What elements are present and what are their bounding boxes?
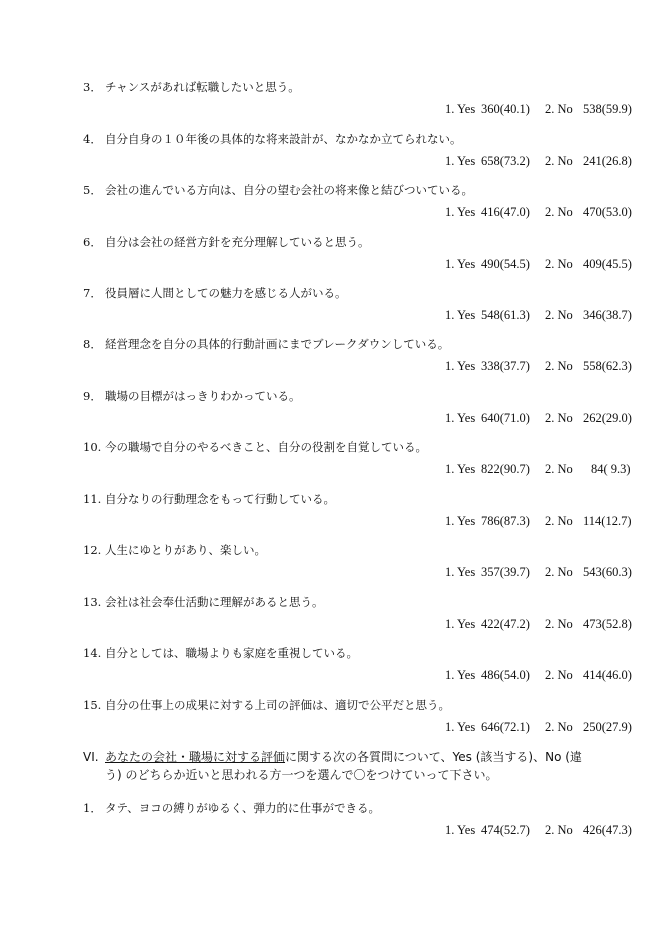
no-count: 558(62.3) (583, 359, 632, 373)
question-number: 4． (83, 132, 102, 146)
answer-row (445, 153, 632, 169)
question-text: 役員層に人間としての魅力を感じる人がいる。 (105, 286, 347, 300)
no-label: 2. No (545, 359, 573, 373)
no-count: 414(46.0) (583, 668, 632, 682)
answer-row (445, 616, 632, 632)
question-6 (83, 234, 632, 271)
answer-row (445, 307, 632, 323)
question-15 (83, 697, 632, 734)
question-7 (83, 285, 632, 322)
yes-label: 1. Yes (445, 720, 476, 734)
section-text-rest: に関する次の各質問について、Yes (該当する)、No (違 (285, 750, 582, 764)
question-text: 自分自身の１０年後の具体的な将来設計が、なかなか立てられない。 (105, 132, 462, 146)
section-question-1 (83, 800, 632, 837)
answer-row (445, 410, 632, 426)
yes-label: 1. Yes (445, 565, 476, 579)
yes-count: 786(87.3) (481, 514, 530, 528)
no-label: 2. No (545, 462, 573, 476)
section-underlined-text: あなたの会社・職場に対する評価 (105, 750, 286, 764)
question-11 (83, 491, 632, 528)
question-number: 6． (83, 235, 102, 249)
question-5 (83, 182, 632, 219)
question-text: 自分としては、職場よりも家庭を重視している。 (105, 646, 358, 660)
section-instruction-line-1 (105, 748, 583, 766)
answer-row (445, 513, 632, 529)
question-number: 5． (83, 183, 102, 197)
no-count: 250(27.9) (583, 720, 632, 734)
question-text: 自分の仕事上の成果に対する上司の評価は、適切で公平だと思う。 (105, 698, 450, 712)
answer-row (445, 564, 632, 580)
answer-row (445, 822, 632, 838)
answer-row (445, 461, 631, 477)
yes-label: 1. Yes (445, 668, 476, 682)
yes-label: 1. Yes (445, 411, 476, 425)
yes-count: 474(52.7) (481, 823, 530, 837)
question-text: タテ、ヨコの縛りがゆるく、弾力的に仕事ができる。 (105, 801, 380, 815)
no-label: 2. No (545, 617, 573, 631)
no-label: 2. No (545, 514, 573, 528)
section-number: VI. (83, 750, 99, 764)
no-count: 84( 9.3) (591, 462, 631, 476)
yes-count: 357(39.7) (481, 565, 530, 579)
answer-row (445, 101, 632, 117)
yes-count: 338(37.7) (481, 359, 530, 373)
no-label: 2. No (545, 720, 573, 734)
question-10 (83, 439, 631, 476)
yes-label: 1. Yes (445, 823, 476, 837)
question-number: 14. (83, 646, 102, 660)
question-text: チャンスがあれば転職したいと思う。 (105, 80, 300, 94)
question-number: 15. (83, 698, 102, 712)
no-label: 2. No (545, 308, 573, 322)
yes-label: 1. Yes (445, 308, 476, 322)
question-number: 7． (83, 286, 102, 300)
question-text: 自分は会社の経営方針を充分理解していると思う。 (105, 235, 370, 249)
section-instruction-line-2: う) のどちらか近いと思われる方一つを選んで〇をつけていって下さい。 (105, 768, 498, 782)
yes-label: 1. Yes (445, 154, 476, 168)
no-label: 2. No (545, 411, 573, 425)
question-number: 9． (83, 389, 102, 403)
no-count: 426(47.3) (583, 823, 632, 837)
yes-label: 1. Yes (445, 514, 476, 528)
yes-count: 822(90.7) (481, 462, 530, 476)
yes-count: 416(47.0) (481, 205, 530, 219)
answer-row (445, 204, 632, 220)
yes-label: 1. Yes (445, 205, 476, 219)
yes-label: 1. Yes (445, 102, 476, 116)
answer-row (445, 358, 632, 374)
yes-label: 1. Yes (445, 359, 476, 373)
question-text: 自分なりの行動理念をもって行動している。 (105, 492, 335, 506)
yes-count: 548(61.3) (481, 308, 530, 322)
no-count: 543(60.3) (583, 565, 632, 579)
yes-count: 486(54.0) (481, 668, 530, 682)
question-text: 会社は社会奉仕活動に理解があると思う。 (105, 595, 324, 609)
yes-count: 658(73.2) (481, 154, 530, 168)
question-text: 職場の目標がはっきりわかっている。 (105, 389, 301, 403)
question-number: 3． (83, 80, 102, 94)
no-count: 538(59.9) (583, 102, 632, 116)
no-count: 346(38.7) (583, 308, 632, 322)
question-number: 1． (83, 801, 102, 815)
question-number: 8． (83, 337, 102, 351)
no-label: 2. No (545, 102, 573, 116)
no-label: 2. No (545, 668, 573, 682)
yes-count: 422(47.2) (481, 617, 530, 631)
question-number: 13. (83, 595, 102, 609)
question-number: 11. (83, 492, 102, 506)
question-14 (83, 645, 632, 682)
no-label: 2. No (545, 565, 573, 579)
question-9 (83, 388, 632, 425)
question-text: 今の職場で自分のやるべきこと、自分の役割を自覚している。 (105, 440, 427, 454)
yes-label: 1. Yes (445, 462, 476, 476)
question-3 (83, 79, 632, 116)
question-text: 会社の進んでいる方向は、自分の望む会社の将来像と結びついている。 (105, 183, 473, 197)
yes-count: 640(71.0) (481, 411, 530, 425)
answer-row (445, 256, 632, 272)
question-13 (83, 594, 632, 631)
question-number: 10. (83, 440, 102, 454)
no-label: 2. No (545, 257, 573, 271)
yes-label: 1. Yes (445, 617, 476, 631)
yes-label: 1. Yes (445, 257, 476, 271)
section-vi-header (83, 748, 583, 784)
no-label: 2. No (545, 823, 573, 837)
no-count: 262(29.0) (583, 411, 632, 425)
question-text: 経営理念を自分の具体的行動計画にまでブレークダウンしている。 (105, 337, 450, 351)
no-label: 2. No (545, 154, 573, 168)
question-8 (83, 336, 632, 373)
question-number: 12. (83, 543, 102, 557)
question-4 (83, 131, 632, 168)
yes-count: 490(54.5) (481, 257, 530, 271)
question-text: 人生にゆとりがあり、楽しい。 (105, 543, 266, 557)
no-count: 241(26.8) (583, 154, 632, 168)
answer-row (445, 719, 632, 735)
no-count: 473(52.8) (583, 617, 632, 631)
question-12 (83, 542, 632, 579)
no-label: 2. No (545, 205, 573, 219)
yes-count: 360(40.1) (481, 102, 530, 116)
no-count: 114(12.7) (583, 514, 632, 528)
no-count: 470(53.0) (583, 205, 632, 219)
no-count: 409(45.5) (583, 257, 632, 271)
answer-row (445, 667, 632, 683)
yes-count: 646(72.1) (481, 720, 530, 734)
